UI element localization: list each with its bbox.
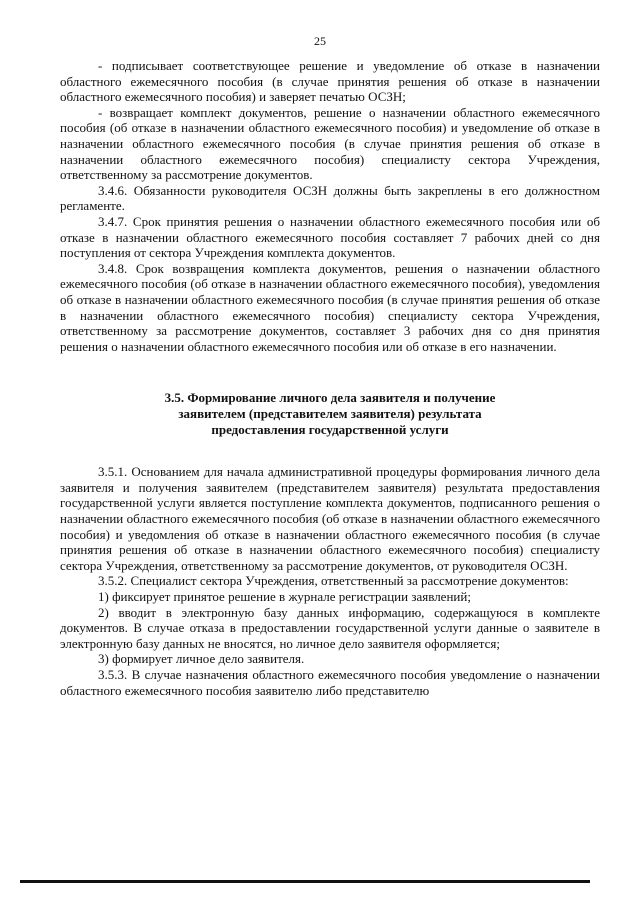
paragraph-3-5-3: 3.5.3. В случае назначения областного ежемесячного пособия уведомление о назначении областного ежемесячного пособия заявителю либо представителю: [60, 667, 600, 698]
paragraph-3-5-2: 3.5.2. Специалист сектора Учреждения, ответственный за рассмотрение документов:: [98, 573, 569, 589]
list-item-1: 1) фиксирует принятое решение в журнале регистрации заявлений;: [98, 589, 471, 605]
paragraph-3-4-7: 3.4.7. Срок принятия решения о назначении областного ежемесячного пособия или об отказе в назначении областного ежемесячного пособия составляет 7 рабочих дней со дня поступления от сектора Учреждения комплекта документов.: [60, 213, 600, 261]
paragraph-3-5-1: 3.5.1. Основанием для начала административной процедуры формирования личного дела заявителя и получения заявителем (представителем заявителя) результата предоставления государственной услуги является поступление комплекта документов, подписанного решения о назначении областного ежемесячного пособия (об отказе в назначении областного ежемесячного пособия) и уведомления об отказе в назначении областного ежемесячного пособия (в случае принятия решения об отказе в назначении областного ежемесячного пособия) специалисту сектора Учреждения, ответственному за рассмотрение документов, от руководителя ОСЗН.: [60, 464, 600, 573]
footer-rule: [20, 880, 590, 883]
section-heading-3-5: [60, 390, 600, 438]
document-body: [60, 58, 600, 698]
paragraph-returns-documents: - возвращает комплект документов, решение о назначении областного ежемесячного пособия (об отказе в назначении областного ежемесячного пособия) и уведомление об отказе в назначении областного ежемесячного пособия (в случае принятия решения об отказе в назначении областного ежемесячного пособия) специалисту сектора Учреждения, ответственному за рассмотрение документов.: [60, 104, 600, 183]
list-item-2: 2) вводит в электронную базу данных информацию, содержащуюся в комплекте документов. В случае отказа в предоставлении государственной услуги данные о заявителе в электронную базу данных не вносятся, но личное дело заявителя оформляется;: [60, 604, 600, 651]
heading-line: 3.5. Формирование личного дела заявителя и получение: [164, 390, 496, 406]
paragraph-3-4-6: 3.4.6. Обязанности руководителя ОСЗН должны быть закреплены в его должностном регламенте.: [60, 182, 600, 214]
list-item-3: 3) формирует личное дело заявителя.: [98, 651, 305, 667]
paragraph-signs-decision: - подписывает соответствующее решение и уведомление об отказе в назначении областного ежемесячного пособия (в случае принятия решения об отказе в назначении областного ежемесячного пособия) и заверяет печатью ОСЗН;: [60, 58, 600, 105]
heading-line: заявителем (представителем заявителя) результата: [178, 406, 482, 422]
page-number: 25: [314, 34, 326, 48]
heading-line: предоставления государственной услуги: [211, 422, 449, 438]
paragraph-3-4-8: 3.4.8. Срок возвращения комплекта документов, решения о назначении областного ежемесячного пособия (об отказе в назначении областного ежемесячного пособия), уведомления об отказе в назначении областного ежемесячного пособия (в случае принятия решения об отказе в назначении областного ежемесячного пособия) специалисту сектора Учреждения, ответственному за рассмотрение документов, составляет 3 рабочих дня со дня принятия решения о назначении областного ежемесячного пособия или об отказе в его назначении.: [60, 260, 600, 354]
